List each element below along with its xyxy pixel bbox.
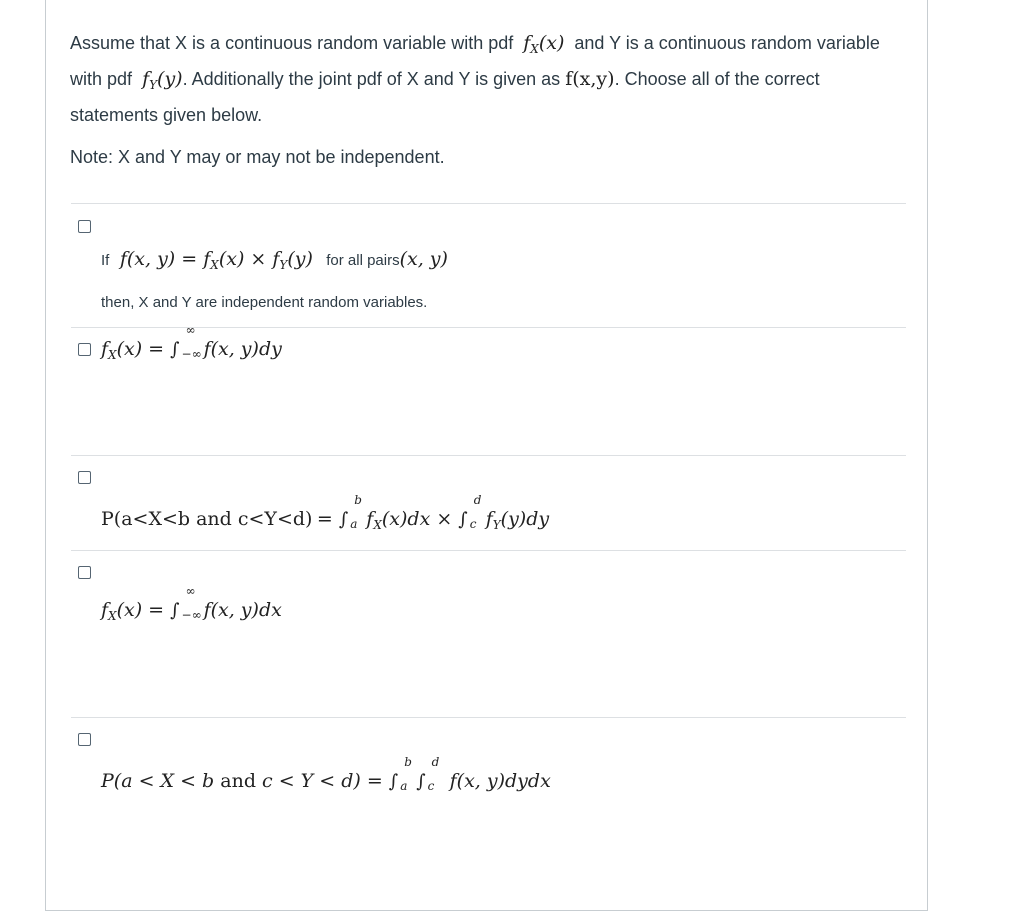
question-text-part-3: . Additionally the joint pdf of X and Y is given as <box>182 69 561 89</box>
answer-divider <box>71 550 906 551</box>
answer-3-math-right: = ∫ b a $f_X(x)dx$ × ∫ d c $f_Y(y)dy$ <box>316 493 550 532</box>
answer-4-formula <box>101 584 282 623</box>
answer-5-math: P(a < X < b and c < Y < d) = ∫ b a ∫ d c f(x, y)dydx <box>101 755 551 793</box>
question-text <box>70 28 910 172</box>
answer-5-formula <box>101 755 551 793</box>
answer-2-formula <box>101 323 282 362</box>
answer-5-checkbox[interactable] <box>78 733 91 746</box>
answer-4-checkbox[interactable] <box>78 566 91 579</box>
answer-1-math-pair: (x, y) <box>399 248 448 270</box>
answer-1-for-all-label: for all pairs <box>326 252 400 269</box>
answer-1-checkbox[interactable] <box>78 220 91 233</box>
answer-3-checkbox[interactable] <box>78 471 91 484</box>
answer-1-condition <box>101 248 448 272</box>
answer-divider <box>71 717 906 718</box>
answer-5-and-label: and <box>220 770 256 792</box>
answer-2-math: $f_X(x)$ = ∫ ∞ −∞ f(x, y)dy <box>101 323 282 362</box>
math-fx-of-x: $f_X(x)$ <box>523 32 565 56</box>
answer-3-formula <box>101 493 550 532</box>
math-joint-pdf: f(x,y) <box>565 68 615 90</box>
answer-divider <box>71 455 906 456</box>
question-text-part-4: . Choose all of the correct statements given below. <box>70 69 820 125</box>
math-fy-of-y: $f_Y(y)$ <box>142 68 183 92</box>
answer-divider <box>71 327 906 328</box>
answer-4-math: $f_X(x)$ = ∫ ∞ −∞ f(x, y)dx <box>101 584 282 623</box>
answer-1-if-label: If <box>101 252 110 269</box>
question-body <box>70 28 910 130</box>
answer-1-then-text: then, X and Y are independent random variables. <box>101 294 428 311</box>
answer-3-and-label: and <box>196 508 232 530</box>
question-text-part-2: and Y is a continuous random variable with pdf <box>70 33 880 89</box>
question-text-part-1: Assume that X is a continuous random variable with pdf <box>70 33 514 53</box>
question-note: Note: X and Y may or may not be independent. <box>70 147 445 167</box>
answer-1-math-product: f(x, $y) = f_X(x) \times f_Y(y)$ <box>113 248 313 272</box>
answer-2-checkbox[interactable] <box>78 343 91 356</box>
answer-3-math-left: P(a<X<b and c<Y<d) <box>101 508 313 530</box>
question-panel <box>45 0 928 911</box>
answer-divider <box>71 203 906 204</box>
